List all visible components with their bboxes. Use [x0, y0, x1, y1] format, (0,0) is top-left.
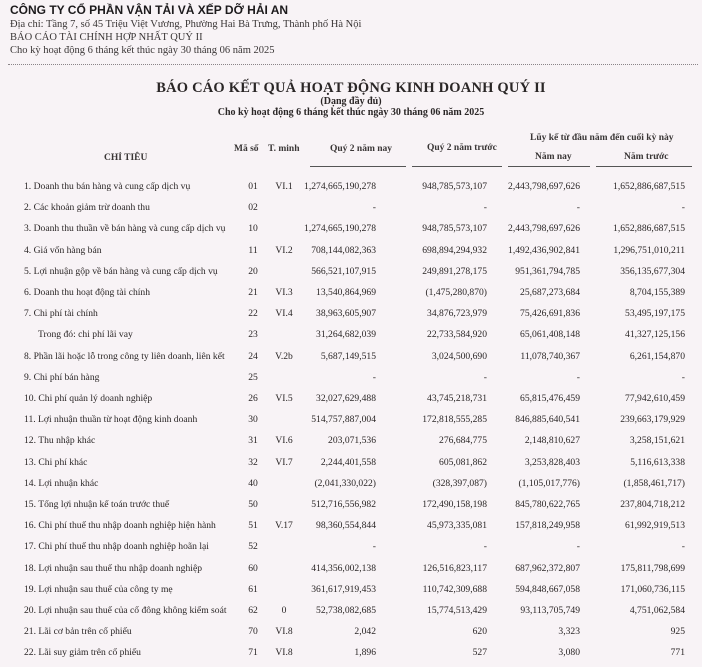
col-q2-prev: Quý 2 năm trước	[427, 143, 497, 153]
table-row	[0, 266, 702, 286]
row-code: 02	[248, 202, 258, 214]
col-ytd-group: Lũy kế từ đầu năm đến cuối kỳ này	[530, 133, 674, 143]
row-value: 34,876,723,979	[427, 308, 487, 320]
table-row	[0, 563, 702, 583]
table-row	[0, 457, 702, 477]
row-value: 11,078,740,367	[520, 350, 580, 362]
row-value: (1,105,017,776)	[518, 477, 580, 489]
row-code: 32	[248, 456, 258, 468]
row-value: -	[372, 202, 376, 214]
row-value: 77,942,610,459	[625, 393, 685, 404]
table-row	[0, 626, 702, 646]
divider	[8, 64, 698, 65]
row-code: 21	[248, 287, 258, 298]
row-value: -	[576, 371, 580, 383]
row-value: 43,745,218,731	[427, 393, 487, 404]
row-value: 52,738,082,685	[316, 605, 376, 616]
row-code: 60	[248, 562, 258, 574]
row-value: 38,963,605,907	[316, 308, 376, 320]
row-value: -	[681, 371, 685, 383]
row-value: 948,785,573,107	[422, 223, 487, 235]
row-value: 5,116,613,338	[630, 456, 685, 468]
row-value: 172,818,555,285	[422, 414, 487, 426]
row-label: 22. Lãi suy giảm trên cổ phiếu	[24, 647, 141, 659]
row-value: 249,891,278,175	[422, 265, 487, 277]
table-row	[0, 372, 702, 392]
row-label: 19. Lợi nhuận sau thuế của công ty mẹ	[24, 583, 173, 595]
table-row	[0, 308, 702, 328]
table-row	[0, 329, 702, 349]
row-label: 4. Giá vốn hàng bán	[24, 244, 102, 256]
table-row	[0, 647, 702, 667]
row-code: 71	[248, 647, 258, 659]
col-q2-this: Quý 2 năm nay	[330, 144, 393, 154]
row-label: 1. Doanh thu bán hàng và cung cấp dịch vụ	[24, 181, 191, 192]
row-value: (1,475,280,870)	[425, 287, 487, 298]
row-value: 356,135,677,304	[620, 265, 685, 277]
row-value: 239,663,179,929	[620, 414, 685, 426]
row-label: 12. Thu nhập khác	[24, 435, 96, 447]
row-label: 8. Phần lãi hoặc lỗ trong công ty liên doanh, liên kết	[24, 350, 225, 362]
row-code: 61	[248, 583, 258, 595]
col-code: Mã số	[234, 144, 259, 154]
row-value: 698,894,294,932	[422, 244, 487, 256]
row-value: 93,113,705,749	[520, 605, 580, 616]
underline	[412, 166, 502, 167]
report-period: Cho kỳ hoạt động 6 tháng kết thúc ngày 30 tháng 06 năm 2025	[217, 107, 485, 118]
row-value: 65,061,408,148	[520, 329, 580, 341]
row-value: 31,264,682,039	[316, 329, 376, 341]
table-row	[0, 393, 702, 413]
row-note: VI.8	[275, 626, 293, 638]
row-value: 1,274,665,190,278	[304, 181, 376, 192]
row-value: 514,757,887,004	[311, 414, 376, 426]
row-value: 13,540,864,969	[316, 287, 376, 298]
row-value: 3,253,828,403	[524, 456, 580, 468]
row-code: 10	[248, 223, 258, 235]
row-code: 25	[248, 371, 258, 383]
row-value: (1,858,461,717)	[623, 477, 685, 489]
row-value: 5,687,149,515	[320, 350, 376, 362]
row-label: 21. Lãi cơ bản trên cổ phiếu	[24, 626, 132, 638]
row-label: 16. Chi phí thuế thu nhập doanh nghiệp hiện hành	[24, 520, 216, 532]
row-value: 2,148,810,627	[524, 435, 580, 447]
table-row	[0, 223, 702, 243]
row-value: 527	[472, 647, 487, 659]
row-value: 110,742,309,688	[422, 583, 487, 595]
row-value: 708,144,082,363	[311, 244, 376, 256]
report-type: BÁO CÁO TÀI CHÍNH HỢP NHẤT QUÝ II	[10, 32, 203, 43]
row-value: 2,443,798,697,626	[508, 181, 580, 192]
row-value: 6,261,154,870	[629, 350, 685, 362]
row-value: -	[681, 541, 685, 553]
row-note: VI.5	[275, 393, 293, 404]
row-value: 951,361,794,785	[515, 265, 580, 277]
row-value: 15,774,513,429	[427, 605, 487, 616]
col-ytd-this: Năm nay	[535, 152, 572, 162]
row-code: 11	[248, 244, 258, 256]
row-value: 1,274,665,190,278	[304, 223, 376, 235]
row-note: VI.6	[275, 435, 293, 447]
table-row	[0, 520, 702, 540]
table-row	[0, 181, 702, 201]
row-note: VI.1	[275, 181, 293, 192]
row-label: 13. Chi phí khác	[24, 456, 88, 468]
row-value: 98,360,554,844	[316, 520, 376, 532]
row-value: -	[483, 371, 487, 383]
row-label: 3. Doanh thu thuần về bán hàng và cung cấp dịch vụ	[24, 223, 226, 235]
row-label: 18. Lợi nhuận sau thuế thu nhập doanh nghiệp	[24, 562, 202, 574]
table-row	[0, 605, 702, 625]
row-code: 22	[248, 308, 258, 320]
row-value: 594,848,667,058	[515, 583, 580, 595]
row-value: 2,042	[354, 626, 376, 638]
table-row	[0, 541, 702, 561]
row-label: 2. Các khoản giảm trừ doanh thu	[24, 202, 150, 214]
row-value: 157,818,249,958	[515, 520, 580, 532]
row-value: -	[576, 541, 580, 553]
row-value: 566,521,107,915	[311, 265, 376, 277]
table-row	[0, 478, 702, 498]
row-label: 14. Lợi nhuận khác	[24, 477, 99, 489]
row-value: 276,684,775	[439, 435, 487, 447]
row-value: 948,785,573,107	[422, 181, 487, 192]
row-value: 361,617,919,453	[311, 583, 376, 595]
row-code: 23	[248, 329, 258, 341]
row-value: 75,426,691,836	[520, 308, 580, 320]
col-ytd-prev: Năm trước	[624, 152, 669, 162]
row-value: 414,356,002,138	[311, 562, 376, 574]
underline	[310, 166, 406, 167]
row-value: 1,652,886,687,515	[613, 181, 685, 192]
row-value: 925	[670, 626, 685, 638]
row-value: 171,060,736,115	[620, 583, 685, 595]
row-value: -	[372, 541, 376, 553]
table-row	[0, 245, 702, 265]
col-item: CHỈ TIÊU	[104, 153, 148, 163]
row-note: VI.4	[275, 308, 293, 320]
row-value: 172,490,158,198	[422, 499, 487, 510]
row-value: -	[483, 202, 487, 214]
row-label: 6. Doanh thu hoạt động tài chính	[24, 287, 151, 298]
row-value: 687,962,372,807	[515, 562, 580, 574]
row-code: 31	[248, 435, 258, 447]
row-value: 1,492,436,902,841	[508, 244, 580, 256]
row-code: 50	[248, 499, 258, 510]
company-name: CÔNG TY CỔ PHẦN VẬN TẢI VÀ XẾP DỠ HẢI AN	[10, 3, 289, 17]
row-value: (328,397,087)	[432, 477, 487, 489]
row-value: 3,258,151,621	[629, 435, 685, 447]
row-value: -	[681, 202, 685, 214]
page-title: BÁO CÁO KẾT QUẢ HOẠT ĐỘNG KINH DOANH QUÝ II	[156, 80, 546, 96]
row-note: V.17	[275, 520, 293, 532]
row-value: 3,024,500,690	[431, 350, 487, 362]
row-value: 32,027,629,488	[316, 393, 376, 404]
row-value: 45,973,335,081	[427, 520, 487, 532]
row-value: 126,516,823,117	[422, 562, 487, 574]
row-value: 4,751,062,584	[629, 605, 685, 616]
row-value: 3,080	[558, 647, 580, 659]
row-note: 0	[281, 605, 287, 616]
row-label: 15. Tổng lợi nhuận kế toán trước thuế	[24, 499, 170, 510]
row-value: 61,992,919,513	[625, 520, 685, 532]
underline	[596, 166, 692, 167]
row-value: -	[372, 371, 376, 383]
row-value: 53,495,197,175	[625, 308, 685, 320]
row-value: -	[483, 541, 487, 553]
row-value: 846,885,640,541	[515, 414, 580, 426]
row-value: 22,733,584,920	[427, 329, 487, 341]
table-row	[0, 414, 702, 434]
row-value: 2,443,798,697,626	[508, 223, 580, 235]
row-value: 237,804,718,212	[620, 499, 685, 510]
row-value: 8,704,155,389	[629, 287, 685, 298]
row-value: 845,780,622,765	[515, 499, 580, 510]
table-row	[0, 435, 702, 455]
row-label: 10. Chi phí quản lý doanh nghiệp	[24, 393, 153, 404]
table-row	[0, 351, 702, 371]
row-label: 20. Lợi nhuận sau thuế của cổ đông không kiểm soát	[24, 605, 227, 616]
row-note: VI.8	[275, 647, 293, 659]
row-value: 1,652,886,687,515	[613, 223, 685, 235]
row-value: 620	[472, 626, 487, 638]
row-code: 40	[248, 477, 258, 489]
row-code: 70	[248, 626, 258, 638]
row-value: 175,811,798,699	[620, 562, 685, 574]
row-code: 01	[248, 181, 258, 192]
row-code: 20	[248, 265, 258, 277]
table-row	[0, 499, 702, 519]
company-address: Địa chỉ: Tầng 7, số 45 Triệu Việt Vương, Phường Hai Bà Trưng, Thành phố Hà Nội	[10, 19, 362, 30]
row-note: V.2b	[275, 350, 293, 362]
row-value: 3,323	[558, 626, 580, 638]
row-value: 203,071,536	[328, 435, 376, 447]
row-label: 5. Lợi nhuận gộp về bán hàng và cung cấp dịch vụ	[24, 265, 218, 277]
row-note: VI.7	[275, 456, 293, 468]
row-code: 24	[248, 350, 258, 362]
report-form: (Dạng đầy đủ)	[320, 96, 382, 107]
row-label: 17. Chi phí thuế thu nhập doanh nghiệp hoãn lại	[24, 541, 209, 553]
row-note: VI.3	[275, 287, 293, 298]
header-period: Cho kỳ hoạt động 6 tháng kết thúc ngày 30 tháng 06 năm 2025	[10, 45, 275, 56]
row-label: 9. Chi phí bán hàng	[24, 371, 100, 383]
row-value: 65,815,476,459	[520, 393, 580, 404]
table-row	[0, 584, 702, 604]
row-note: VI.2	[275, 244, 293, 256]
table-row	[0, 287, 702, 307]
row-code: 26	[248, 393, 258, 404]
row-value: 1,896	[354, 647, 376, 659]
row-value: 41,327,125,156	[625, 329, 685, 341]
row-value: 25,687,273,684	[520, 287, 580, 298]
row-value: (2,041,330,022)	[314, 477, 376, 489]
row-label: Trong đó: chi phí lãi vay	[38, 329, 133, 341]
row-code: 52	[248, 541, 258, 553]
underline	[508, 166, 590, 167]
col-note: T. minh	[268, 144, 300, 154]
row-code: 30	[248, 414, 258, 426]
row-code: 51	[248, 520, 258, 532]
row-label: 7. Chi phí tài chính	[24, 308, 98, 320]
row-value: 512,716,556,982	[311, 499, 376, 510]
row-label: 11. Lợi nhuận thuần từ hoạt động kinh doanh	[24, 414, 198, 426]
row-value: 771	[670, 647, 685, 659]
row-code: 62	[248, 605, 258, 616]
row-value: 1,296,751,010,211	[613, 244, 685, 256]
row-value: -	[576, 202, 580, 214]
row-value: 605,081,862	[439, 456, 487, 468]
table-row	[0, 202, 702, 222]
row-value: 2,244,401,558	[320, 456, 376, 468]
